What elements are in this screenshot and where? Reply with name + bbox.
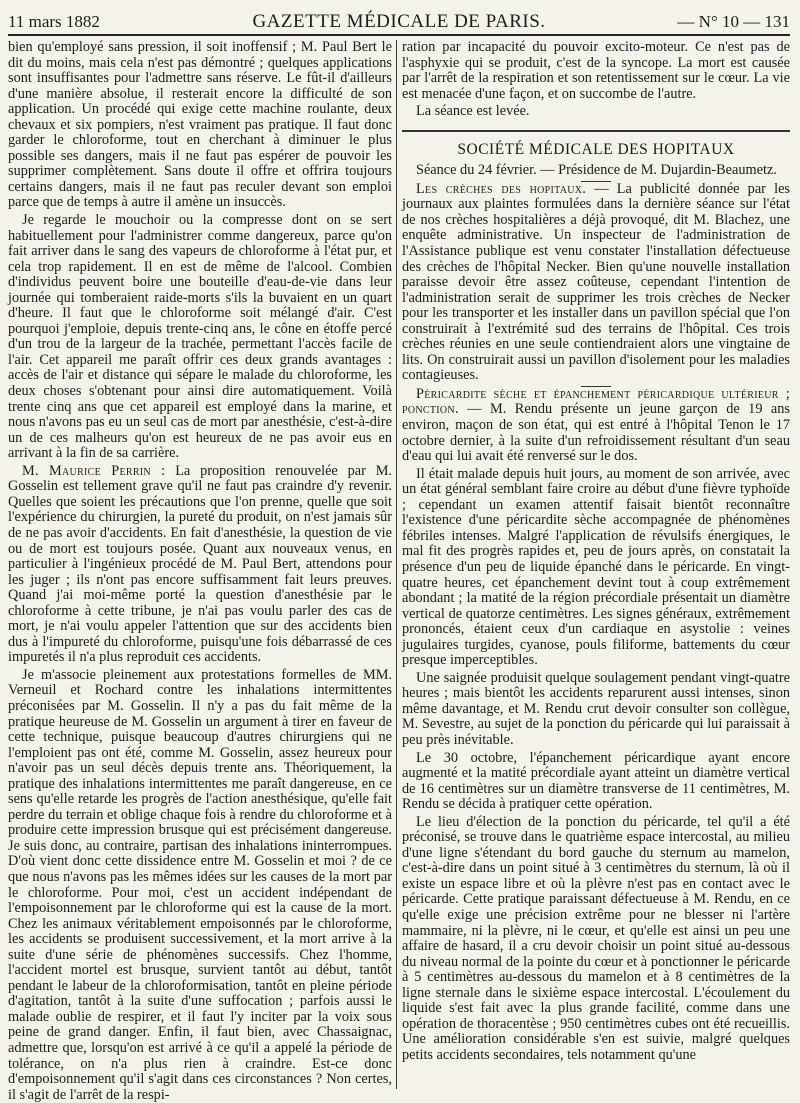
paragraph: bien qu'employé sans pression, il soit inoffensif ; M. Paul Bert le dit du moins, mais cela n'est pas démontré ; quelques applications sont insuffisantes pour l'admettre sans réserve. Le fût-il d'ailleurs d'une manière absolue, il resterait encore la difficulté de son application. Un procédé qui exige cette machine roulante, deux chevaux et six pompiers, n'est vraiment pas pratique. Il faut donc garder le chloroforme, tout en cherchant à diminuer le plus possible ses dangers, mais il ne faut pas espérer de pouvoir les supprimer complètement. Sans doute il offre et offrira toujours certains dangers, mais il ne faut pas reculer devant son emploi parce que de temps à autre il amène un insuccès.	[8, 39, 392, 211]
paragraph: Je regarde le mouchoir ou la compresse dont on se sert habituellement pour l'administrer comme dangereux, parce qu'on fait arriver dans le sang des vapeurs de chloroforme à l'état pur, et cela trop rapidement. Il en est de même de l'alcool. Combien d'individus peuvent boire une bouteille d'eau-de-vie dans leur journée qui tomberaient raide-morts s'ils la buvaient en un quart d'heure. Il faut que le chloroforme soit mélangé d'air. C'est pourquoi j'emploie, depuis trente-cinq ans, le cône en étoffe percé d'un trou de la largeur de la trachée, permettant l'accès facile de l'air. Cet appareil me paraît offrir ces deux grands avantages : accès de l'air et distance qui sépare le malade du chloroforme, les deux choses s'obtenant pour ainsi dire automatiquement. Voilà trente cinq ans que cet appareil est employé dans la marine, et nous n'avons pas eu un seul cas de mort par anesthésie, c'est-à-dire un de ces malheurs qu'on est heureux de ne pas avoir eus en arrivant à la fin de sa carrière.	[8, 212, 392, 462]
subsection-heading: Les crèches des hopitaux.	[416, 180, 587, 197]
paragraph-text: — La publicité donnée par les journaux aux plaintes formulées dans la dernière séance sur l'état de nos crèches hospitalières a déjà provoqué, dit M. Blachez, une enquête administrative. Un inspecteur de l'administration de l'Assistance publique est venu constater l'installation défectueuse des crèches de l'hôpital Necker. Bien qu'une nouvelle installation paraisse devoir être assez coûteuse, cependant l'intention de l'administration serait de supprimer les trois crèches de Necker pour les transporter et les installer dans un pavillon spécial que l'on construirait à l'extrémité sud des terrains de l'hôpital. Ces trois crèches réunies en une seule contiendraient alors une vingtaine de lits. On construirait aussi un pavillon d'isolement pour les maladies contagieuses.	[402, 180, 790, 384]
paragraph: Le 30 octobre, l'épanchement péricardique ayant encore augmenté et la matité précordiale ayant atteint un diamètre vertical de 16 centimètres sur un diamètre transverse de 11 centimètres, M. Rendu se décida à pratiquer cette opération.	[402, 749, 790, 813]
section-title: SOCIÉTÉ MÉDICALE DES HOPITAUX	[457, 140, 735, 158]
paragraph-text: — M. Rendu présente un jeune garçon de 19 ans environ, maçon de son état, qui est entré à l'hôpital Tenon le 17 octobre dernier, à la suite d'un refroidissement résultant d'un seau d'eau qui lui avait été renversé sur le dos.	[402, 401, 790, 465]
right-column	[402, 40, 790, 1089]
issue-and-page-number: — N° 10 — 131	[677, 12, 790, 31]
left-column	[8, 39, 392, 1103]
paragraph	[402, 182, 790, 384]
session-line: Séance du 24 février. — Présidence de M. Dujardin-Beaumetz.	[416, 162, 777, 179]
column-divider	[396, 40, 397, 1089]
speaker-name: M. Maurice Perrin :	[22, 462, 166, 479]
subsection-heading: Péricardite sèche et épanchement péricardique ultérieur ; ponction.	[402, 385, 790, 418]
paragraph	[402, 387, 790, 465]
page-header	[8, 12, 790, 36]
paragraph: La séance est levée.	[416, 103, 530, 120]
paragraph	[8, 464, 392, 666]
publication-title: GAZETTE MÉDICALE DE PARIS.	[252, 11, 546, 32]
section-rule	[402, 130, 790, 132]
paragraph: Je m'associe pleinement aux protestations formelles de MM. Verneuil et Rochard contre les inhalations intermittentes préconisées par M. Gosselin. Il n'y a pas du fait même de la pratique heureuse de M. Gosselin un argument à tirer en faveur de cette technique, puisque beaucoup d'autres chirurgiens qui ne l'emploient pas ont été, comme M. Gosselin, assez heureux pour n'avoir pas un seul décès depuis trente ans. Théoriquement, la pratique des inhalations intermittentes me paraît dangereuse, en ce sens qu'elle retarde les progrès de l'action anesthésique, qu'elle fait perdre du terrain et oblige chaque fois à rendre du chloroforme et à produire cette impression brusque qui est précisément dangereuse. Je suis donc, au contraire, partisan des inhalations ininterrompues. D'où vient donc cette dissidence entre M. Gosselin et moi ? de ce que nous n'avons pas les mêmes idées sur les causes de la mort par le chloroforme. Pour moi, c'est un accident indépendant de l'empoisonnement par le chloroforme qui est la cause de la mort. Chez les animaux véritablement empoisonnés par le chloroforme, les accidents se produisent successivement, et la mort arrive à la suite d'une série de phénomènes successifs. Chez l'homme, l'accident mortel est brusque, survient tantôt au début, tantôt pendant le labeur de la chloroformisation, tantôt en pleine période d'agitation, tantôt à la suite d'une suffocation ; parfois aussi le malade oublie de respirer, et il faut l'y inciter par la voix sous peine de grand danger. Enfin, il faut bien, avec Chassaignac, admettre que, lorsqu'on est arrivé à ce qu'il a appelé la période de tolérance, on n'a plus rien à craindre. Est-ce donc d'empoisonnement qu'il s'agit dans ces circonstances ? Non certes, il s'agit de l'arrêt de la respi-	[8, 666, 392, 1103]
issue-date: 11 mars 1882	[8, 12, 100, 31]
paragraph: Le lieu d'élection de la ponction du péricarde, tel qu'il a été préconisé, se trouve dans le quatrième espace intercostal, au milieu d'une ligne s'étendant du bord gauche du sternum au mamelon, c'est-à-dire dans un point situé à 3 centimètres du sternum, là où il existe un espace libre et où la plèvre n'est pas en contact avec le péricarde. Cette pratique paraissant défectueuse à M. Rendu, en ce qu'elle exige une précision extrême pour ne blesser ni l'artère mammaire, ni la plèvre, ni le cœur, et qu'elle est ainsi un peu une affaire de hasard, il a cru devoir choisir un point situé au-dessous du niveau normal de la pointe du cœur et à ponctionner le péricarde à 5 centimètres au-dessous du mamelon et à 8 centimètres de la ligne sternale dans le sixième espace intercostal. L'écoulement du liquide s'est fait avec la plus grande facilité, comme dans une opération de thoracentèse ; 950 centimètres cubes ont été recueillis. Une amélioration considérable s'en est suivie, malgré quelques petits accidents secondaires, tels notamment qu'une	[402, 813, 790, 1063]
paragraph: ration par incapacité du pouvoir excito-moteur. Ce n'est pas de l'asphyxie qui se produit, c'est de la syncope. La mort est causée par l'arrêt de la respiration et son retentissement sur le cœur. La vie est menacée d'une façon, et on succombe de l'autre.	[402, 39, 790, 102]
paragraph-text: La proposition renouvelée par M. Gosselin est tellement grave qu'il ne faut pas craindre d'y revenir. Quelles que soient les précautions que l'on prenne, quelle que soit l'expérience du chirurgien, la pureté du produit, on n'est jamais sûr de ne pas avoir d'accidents. En fait d'anesthésie, la question de vie ou de mort est toujours posée. Quant aux nouveaux venus, en particulier à l'ingénieux procédé de M. Paul Bert, attendons pour les juger ; ils n'ont pas encore suffisamment fait leurs preuves. Quand j'ai moi-même porté la question d'anesthésie par le chloroforme à cette tribune, je n'ai pas voulu parler des cas de mort, je n'ai voulu appeler l'attention que sur des accidents bien dus à l'impureté du chloroforme, puisqu'une fois débarrassé de ces impuretés il n'a plus reproduit ces accidents.	[8, 462, 392, 666]
paragraph: Il était malade depuis huit jours, au moment de son arrivée, avec un état général semblant faire croire au début d'une fièvre typhoïde ; cependant un examen attentif faisait bientôt reconnaître l'existence d'une péricardite sèche accompagnée de phénomènes fébriles intenses. Malgré l'application de révulsifs énergiques, le mal fit des progrès rapides et, peu de jours après, on constatait la présence d'un peu de liquide épanché dans le péricarde. En vingt-quatre heures, cet épanchement devint tout à coup extrêmement abondant ; la matité de la région précordiale présentait un diamètre vertical de quatorze centimètres. Les signes généraux, extrêmement prononcés, étaient ceux d'un cardiaque en asystolie : veines jugulaires turgides, cyanose, pouls filiforme, battements du cœur presque imperceptibles.	[402, 465, 790, 669]
paragraph: Une saignée produisit quelque soulagement pendant vingt-quatre heures ; mais bientôt les accidents reparurent aussi intenses, sinon même davantage, et M. Rendu crut devoir consulter son collègue, M. Sevestre, au sujet de la ponction du péricarde qui lui paraissait à peu près inévitable.	[402, 669, 790, 748]
